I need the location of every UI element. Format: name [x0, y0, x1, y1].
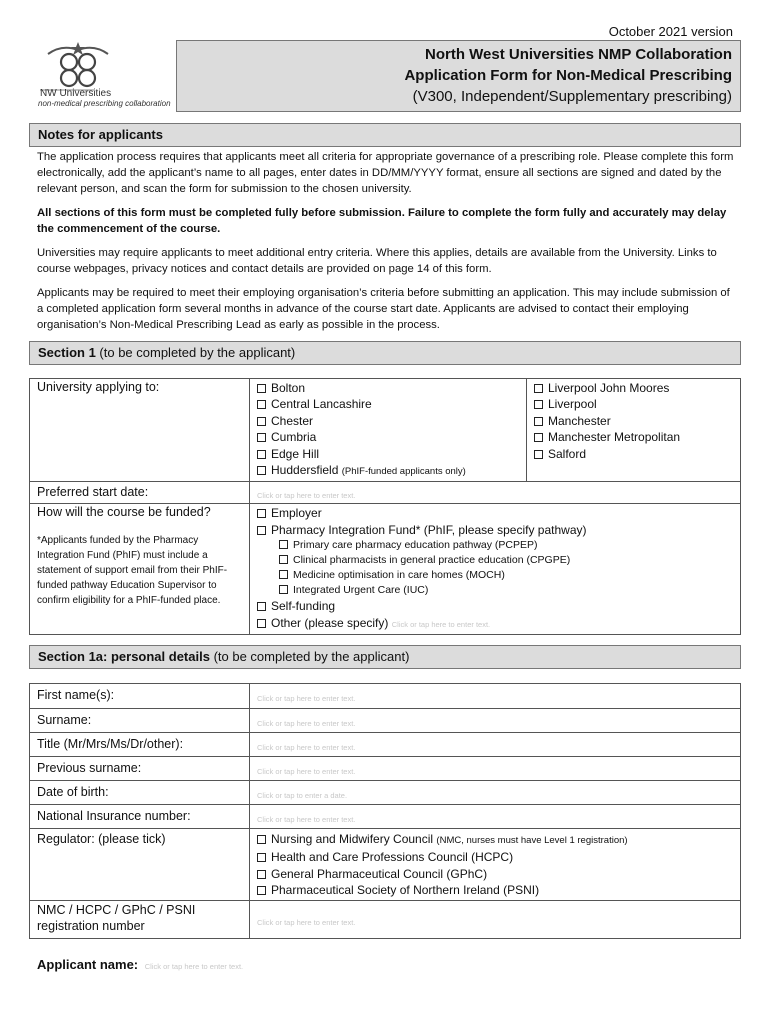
first-name-input[interactable]: Click or tap here to enter text. — [250, 684, 741, 709]
option-liverpool-john-moores[interactable]: Liverpool John Moores — [534, 380, 733, 396]
dob-label: Date of birth: — [30, 781, 250, 805]
previous-surname-label: Previous surname: — [30, 757, 250, 781]
option-chester[interactable]: Chester — [257, 413, 519, 429]
checkbox-icon[interactable] — [279, 585, 288, 594]
option-phif[interactable]: Pharmacy Integration Fund* (PhIF, please specify pathway) — [257, 522, 733, 538]
regulator-options — [250, 829, 741, 901]
university-options-col2 — [527, 379, 741, 482]
applicant-name-label: Applicant name: — [37, 957, 139, 972]
start-date-input[interactable]: Click or tap here to enter text. — [250, 482, 741, 504]
checkbox-icon[interactable] — [257, 450, 266, 459]
checkbox-icon[interactable] — [257, 433, 266, 442]
checkbox-icon[interactable] — [257, 384, 266, 393]
form-title-box — [176, 40, 741, 112]
checkbox-icon[interactable] — [279, 570, 288, 579]
applicant-name-row — [37, 957, 243, 972]
notes-paragraph-4: Applicants may be required to meet their employing organisation’s criteria before submitting an application. This may include submission of a completed application form several months in advance of the course start date. Applicants are advised to contact their employing organisation’s Non-Medical Prescribing Lead as early as possible in the process. — [37, 287, 730, 332]
checkbox-icon[interactable] — [257, 526, 266, 535]
title-line-2: Application Form for Non-Medical Prescribing — [404, 67, 732, 84]
funding-options — [250, 504, 741, 635]
funding-label: How will the course be funded? — [37, 505, 211, 520]
funding-note: *Applicants funded by the Pharmacy Integration Fund (PhIF) must include a statement of support email from their PhIF-funded pathway Education Supervisor to confirm eligibility for a PhIF-funded place. — [37, 535, 228, 607]
option-liverpool[interactable]: Liverpool — [534, 396, 733, 412]
notes-paragraph-3: Universities may require applicants to meet additional entry criteria. Where this applies, details are available from the University. Links to course webpages, privacy notices and contact details are provided on page 14 of this form. — [37, 247, 717, 276]
option-moch[interactable]: Medicine optimisation in care homes (MOCH) — [257, 568, 733, 583]
checkbox-icon[interactable] — [257, 417, 266, 426]
checkbox-icon[interactable] — [257, 466, 266, 475]
checkbox-icon[interactable] — [534, 400, 543, 409]
option-self-funding[interactable]: Self-funding — [257, 598, 733, 614]
applicant-name-input[interactable]: Click or tap here to enter text. — [144, 962, 244, 971]
checkbox-icon[interactable] — [257, 835, 266, 844]
checkbox-icon[interactable] — [279, 555, 288, 564]
checkbox-icon[interactable] — [534, 450, 543, 459]
option-cumbria[interactable]: Cumbria — [257, 429, 519, 445]
checkbox-icon[interactable] — [257, 853, 266, 862]
checkbox-icon[interactable] — [534, 384, 543, 393]
title-line-3: (V300, Independent/Supplementary prescribing) — [412, 88, 732, 105]
option-iuc[interactable]: Integrated Urgent Care (IUC) — [257, 583, 733, 598]
registration-number-label: NMC / HCPC / GPhC / PSNI registration number — [30, 900, 250, 938]
checkbox-icon[interactable] — [279, 540, 288, 549]
option-edge-hill[interactable]: Edge Hill — [257, 446, 519, 462]
checkbox-icon[interactable] — [257, 400, 266, 409]
option-salford[interactable]: Salford — [534, 446, 733, 462]
surname-label: Surname: — [30, 709, 250, 733]
checkbox-icon[interactable] — [534, 433, 543, 442]
option-employer[interactable]: Employer — [257, 505, 733, 521]
option-other[interactable]: Other (please specify) Click or tap here to enter text. — [257, 615, 733, 633]
version-label: October 2021 version — [608, 24, 733, 39]
university-options-col1 — [250, 379, 527, 482]
section-1-table — [29, 378, 741, 635]
section-1a-heading: Section 1a: personal details (to be completed by the applicant) — [29, 645, 741, 669]
section-1-heading: Section 1 (to be completed by the applicant) — [29, 341, 741, 365]
funding-label-cell — [30, 504, 250, 635]
option-pcpep[interactable]: Primary care pharmacy education pathway (PCPEP) — [257, 538, 733, 553]
option-manchester-metropolitan[interactable]: Manchester Metropolitan — [534, 429, 733, 445]
title-label: Title (Mr/Mrs/Ms/Dr/other): — [30, 733, 250, 757]
title-input[interactable]: Click or tap here to enter text. — [250, 733, 741, 757]
previous-surname-input[interactable]: Click or tap here to enter text. — [250, 757, 741, 781]
title-line-1: North West Universities NMP Collaboration — [425, 46, 732, 63]
checkbox-icon[interactable] — [257, 886, 266, 895]
option-hcpc[interactable]: Health and Care Professions Council (HCPC) — [257, 849, 733, 865]
option-psni[interactable]: Pharmaceutical Society of Northern Ireland (PSNI) — [257, 882, 733, 898]
logo-tagline: non-medical prescribing collaboration — [38, 99, 171, 108]
option-central-lancashire[interactable]: Central Lancashire — [257, 396, 519, 412]
notes-paragraph-2: All sections of this form must be completed fully before submission. Failure to complete the form fully and accurately may delay the commencement of the course. — [37, 207, 727, 236]
regulator-label: Regulator: (please tick) — [30, 829, 250, 901]
start-date-label: Preferred start date: — [30, 482, 250, 504]
logo-text: NW Universities — [40, 88, 112, 99]
ni-number-label: National Insurance number: — [30, 805, 250, 829]
option-gphc[interactable]: General Pharmaceutical Council (GPhC) — [257, 866, 733, 882]
other-funding-input[interactable]: Click or tap here to enter text. — [391, 619, 491, 629]
option-nmc[interactable]: Nursing and Midwifery Council (NMC, nurses must have Level 1 registration) — [257, 831, 733, 849]
registration-number-input[interactable]: Click or tap here to enter text. — [250, 900, 741, 938]
notes-paragraph-1: The application process requires that applicants meet all criteria for appropriate governance of a prescribing role. Please complete this form electronically, add the applicant’s name to all pages, enter dates in DD/MM/YYYY format, ensure all sections are signed and dated by the relevant person, and scan the form for submission to the chosen university. — [37, 151, 734, 196]
ni-number-input[interactable]: Click or tap here to enter text. — [250, 805, 741, 829]
section-1a-table — [29, 683, 741, 939]
option-cpgpe[interactable]: Clinical pharmacists in general practice education (CPGPE) — [257, 553, 733, 568]
option-bolton[interactable]: Bolton — [257, 380, 519, 396]
first-name-label: First name(s): — [30, 684, 250, 709]
checkbox-icon[interactable] — [257, 870, 266, 879]
option-manchester[interactable]: Manchester — [534, 413, 733, 429]
university-label: University applying to: — [30, 379, 250, 482]
checkbox-icon[interactable] — [257, 602, 266, 611]
surname-input[interactable]: Click or tap here to enter text. — [250, 709, 741, 733]
checkbox-icon[interactable] — [257, 619, 266, 628]
dob-input[interactable]: Click or tap to enter a date. — [250, 781, 741, 805]
checkbox-icon[interactable] — [534, 417, 543, 426]
notes-heading: Notes for applicants — [29, 123, 741, 147]
option-huddersfield[interactable]: Huddersfield (PhIF-funded applicants only) — [257, 462, 519, 480]
checkbox-icon[interactable] — [257, 509, 266, 518]
